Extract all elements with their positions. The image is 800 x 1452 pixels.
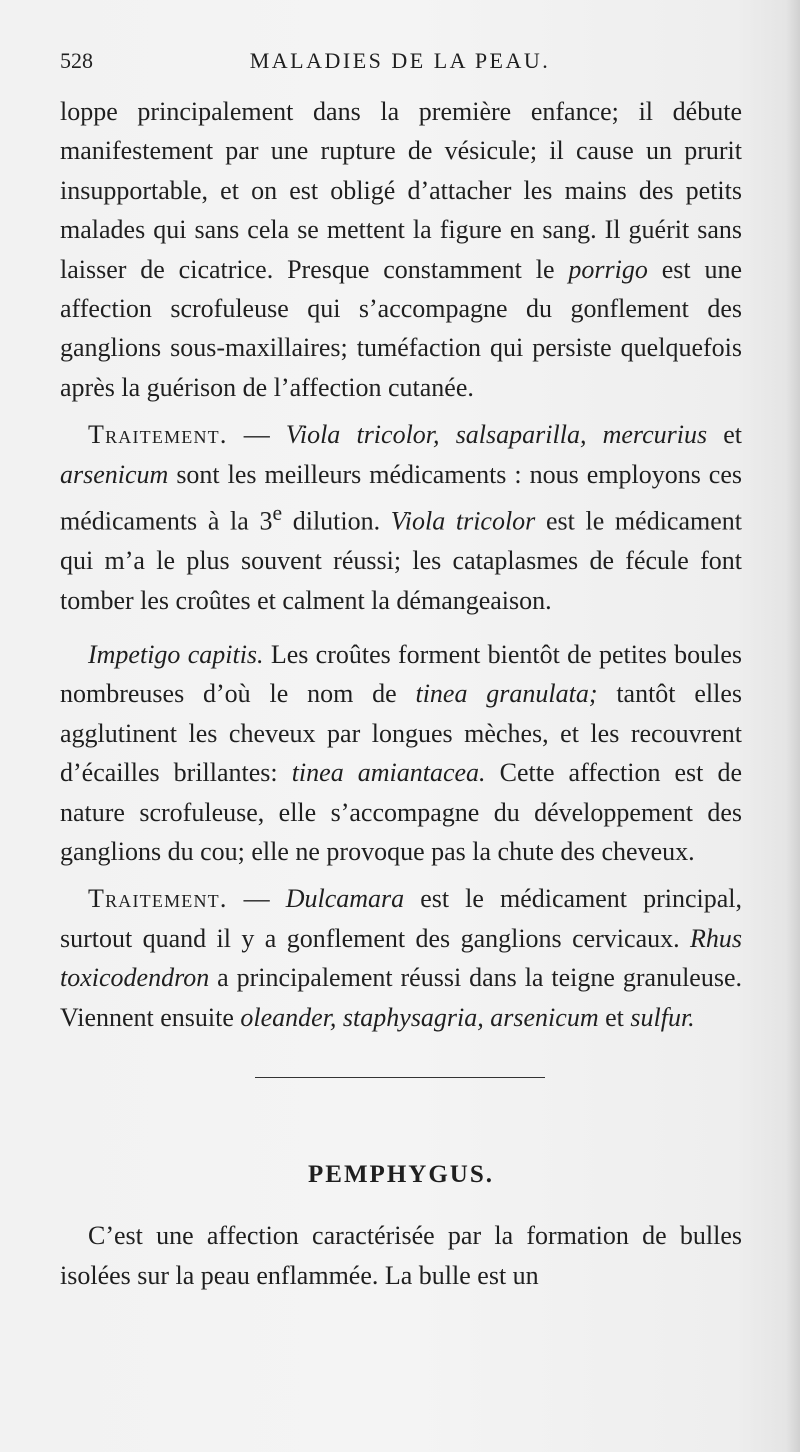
italic-term-tinea-amiantacea: tinea amiantacea. [291, 758, 486, 788]
paragraph-spacing [60, 407, 742, 415]
running-title: MALADIES DE LA PEAU. [249, 48, 551, 73]
text: est le médicament principal, surtout quand il y a gonflement des ganglions cervicaux. [60, 884, 742, 953]
page-header [60, 48, 740, 82]
section-divider [60, 1037, 742, 1111]
italic-remedy-dulcamara: Dulcamara [285, 884, 405, 914]
text: C’est une affection caractérisée par la formation de bulles isolées sur la peau enflammée. La bulle est un [60, 1221, 742, 1290]
italic-remedy-arsenicum: arsenicum [60, 459, 169, 489]
small-caps-heading: Traitement. [88, 420, 228, 450]
italic-heading-impetigo: Impetigo capitis. [88, 639, 264, 669]
italic-remedies-list: oleander, staphysagria, [240, 1002, 484, 1032]
paragraph-porrigo-continued [60, 92, 742, 407]
italic-term-tinea-granulata: tinea granulata; [415, 679, 598, 709]
section-title-pemphygus: PEMPHYGUS. [308, 1161, 494, 1188]
text: a principalement réussi dans la teigne granuleuse. Viennent ensuite [60, 963, 742, 1032]
page-number: 528 [60, 48, 93, 73]
text: Cette affection est de nature scrofuleuse, elle s’accompagne du développement des ganglions du cou; elle ne provoque pas la chute des cheveux. [60, 758, 742, 866]
italic-remedy-sulfur: sulfur. [630, 1002, 695, 1032]
horizontal-rule [255, 1077, 545, 1078]
italic-remedy-rhus: Rhus toxicodendron [60, 923, 742, 993]
italic-remedy-arsenicum: arsenicum [490, 1002, 599, 1032]
text: — [227, 884, 286, 914]
text: Les croûtes forment bientôt de petites boules nombreuses d’où le nom de [60, 639, 742, 709]
paragraph-spacing [60, 871, 742, 879]
text: et [707, 420, 743, 450]
italic-remedies: Viola tricolor, salsaparilla, mercurius [285, 420, 708, 450]
italic-remedy-viola: Viola tricolor [390, 506, 536, 536]
text: est le médicament qui m’a le plus souvent réussi; les cataplasmes de fécule font tomber les croûtes et calment la démangeaison. [60, 506, 742, 615]
text: — [227, 420, 286, 450]
text: sont les meilleurs médicaments : nous employons ces médicaments à la 3 [60, 459, 742, 536]
text: tantôt elles agglutinent les cheveux par longues mèches, et les recouvrent d’écailles brillantes: [60, 679, 742, 788]
page-content [60, 92, 742, 1295]
italic-term-porrigo: porrigo [568, 254, 648, 284]
superscript-e: e [272, 501, 283, 526]
paragraph-spacing [60, 620, 742, 635]
small-caps-heading: Traitement. [88, 884, 228, 914]
paragraph-impetigo-capitis [60, 635, 742, 871]
paragraph-pemphygus [60, 1216, 742, 1295]
text: et [598, 1002, 631, 1032]
paragraph-treatment-porrigo [60, 415, 742, 620]
paragraph-treatment-impetigo [60, 879, 742, 1037]
text: dilution. [282, 506, 391, 536]
text: loppe principalement dans la première enfance; il débute manifestement par une rupture de vésicule; il cause un prurit insupportable, et on est obligé d’attacher les mains des petits malades qui sans cela se mettent la figure en sang. Il guérit sans laisser de cicatrice. Presque constamment le [60, 97, 742, 284]
text: est une affection scrofuleuse qui s’accompagne du gonflement des ganglions sous-maxillaires; tuméfaction qui persiste quelquefois après la guérison de l’affection cutanée. [60, 254, 742, 402]
page-edge-shadow [786, 0, 800, 1452]
